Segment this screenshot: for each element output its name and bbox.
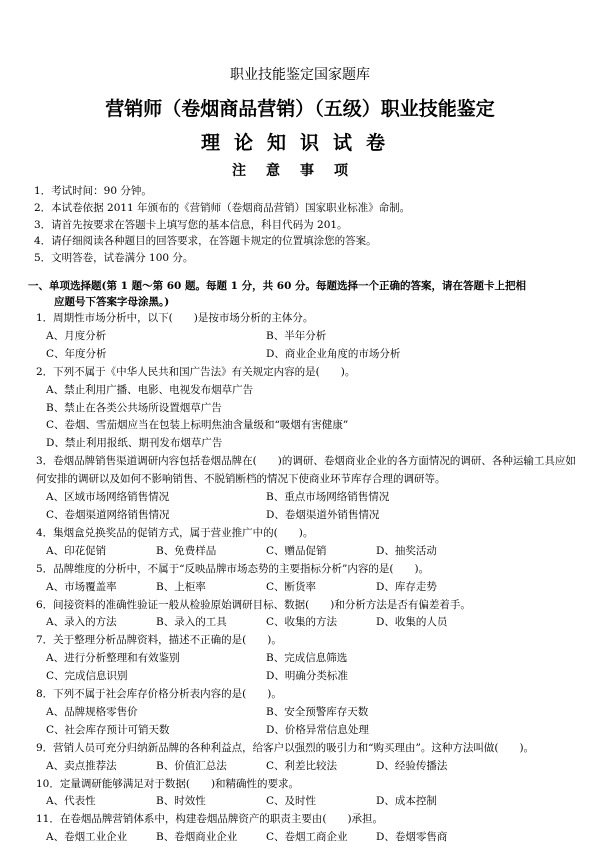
answer-option-row [46,722,576,740]
notice-item: 4．请仔细阅读各种题目的回答要求，在答题卡规定的位置填涂您的答案。 [34,235,377,248]
notice-item: 1．考试时间：90 分钟。 [34,185,152,197]
answer-option: B、禁止在各类公共场所设置烟草广告 [46,401,222,414]
answer-option: D、抽奖活动 [376,544,437,557]
answer-option: C、收集的方法 [266,616,338,629]
answer-option: C、利差比较法 [266,759,338,772]
answer-option: D、成本控制 [376,795,437,808]
question-stem: 6．间接资料的准确性验证一般从检验原始调研目标、数据( )和分析方法是否有偏差着手。 [36,598,471,611]
answer-option-row [46,793,576,811]
answer-option: C、卷烟工商企业 [266,831,348,844]
answer-option: B、安全预警库存天数 [266,705,369,718]
notice-list [34,183,574,267]
answer-option: A、市场覆盖率 [46,580,117,593]
notice-item: 3．请首先按要求在答题卡上填写您的基本信息，科目代码为 201。 [34,218,348,231]
answer-option-row [46,704,576,722]
question-stem: 4．集烟盒兑换奖品的促销方式，属于营业推广中的( )。 [36,526,314,539]
section-heading-line: 应题号下答案字母涂黑。) [54,296,170,308]
answer-option: D、禁止利用报纸、期刊发布烟草广告 [46,437,223,450]
answer-option: C、卷烟、雪茄烟应当在包装上标明焦油含量级和“吸烟有害健康” [46,419,349,432]
answer-option: A、月度分析 [46,329,107,342]
answer-option-row [46,346,576,364]
answer-option: A、卷烟工业企业 [46,831,128,844]
answer-option-row [46,829,576,847]
answer-option: C、社会库存预计可销天数 [46,723,170,736]
answer-option-row [46,543,576,561]
question-stem: 8．下列不属于社会库存价格分析表内容的是( )。 [36,688,282,701]
answer-option-row [46,668,576,686]
answer-option: B、半年分析 [266,329,327,342]
answer-option: D、卷烟渠道外销售情况 [266,508,380,521]
answer-option: C、赠品促销 [266,544,327,557]
answer-option: B、免费样品 [156,544,217,557]
notice-item: 5．文明答卷，试卷满分 100 分。 [34,252,194,265]
question-stem: 5．品牌维度的分析中，不属于“反映品牌市场态势的主要指标分析”内容的是( )。 [36,562,430,575]
question-stem: 10．定量调研能够满足对于数据( )和精确性的要求。 [36,777,300,790]
question-bank-title: 职业技能鉴定国家题库 [230,67,370,83]
exam-subtitle: 理论知识试卷 [200,132,399,154]
answer-option: B、录入的工具 [156,616,227,629]
answer-option: B、完成信息筛选 [266,652,348,665]
answer-option: D、明确分类标准 [266,670,348,683]
answer-option-row [46,328,576,346]
answer-option: A、区域市场网络销售情况 [46,491,170,504]
section-heading [28,278,578,310]
answer-option: B、重点市场网络销售情况 [266,491,390,504]
answer-option: C、断货率 [266,580,317,593]
answer-option: C、及时性 [266,795,317,808]
question-stem: 9．营销人员可充分归纳新品牌的各种利益点，给客户以强烈的吸引力和“购买理由”。这种方法叫做( )。 [36,741,535,754]
answer-option: D、价格异常信息处理 [266,723,369,736]
answer-option: D、商业企业角度的市场分析 [266,347,401,360]
question-stem: 11．在卷烟品牌营销体系中，构建卷烟品牌资产的职责主要由( )承担。 [36,813,384,826]
question-stem: 7．关于整理分析品牌资料，描述不正确的是( )。 [36,634,282,647]
question-stem: 3．卷烟品牌销售渠道调研内容包括卷烟品牌在( )的调研、卷烟商业企业的各方面情况的调研、各种运输工具应如何安排的调研以及如何不影响销售、不脱销断档的情况下使商业环节库存合理的调研等。 [36,455,576,486]
answer-option-row [46,507,576,525]
answer-option: A、录入的方法 [46,616,117,629]
answer-option: A、品牌规格零售价 [46,705,138,718]
answer-option: A、卖点推荐法 [46,759,117,772]
answer-option: B、时效性 [156,795,206,808]
answer-option-row [46,650,576,668]
answer-option: B、卷烟商业企业 [156,831,238,844]
answer-option: A、印花促销 [46,544,107,557]
answer-option: D、库存走势 [376,580,437,593]
question-stem: 1．周期性市场分析中，以下( )是按市场分析的主体分。 [36,312,314,324]
section-heading-line: 一、单项选择题(第 1 题～第 60 题。每题 1 分，共 60 分。每题选择一个正确的答案，请在答题卡上把相 [28,280,527,292]
question-list [36,310,576,847]
answer-option: B、价值汇总法 [156,759,227,772]
exam-title: 营销师（卷烟商品营销）（五级）职业技能鉴定 [105,98,495,120]
answer-option: D、卷烟零售商 [376,831,448,844]
answer-option-row [46,614,576,632]
answer-option: A、进行分析整理和有效鉴别 [46,652,180,665]
notice-item: 2．本试卷依据 2011 年颁布的《营销师（卷烟商品营销）国家职业标准》命制。 [34,201,411,214]
answer-option-row [46,579,576,597]
answer-option: C、年度分析 [46,347,107,360]
answer-option-row [46,758,576,776]
answer-option: D、收集的人员 [376,616,448,629]
answer-option: C、卷烟渠道网络销售情况 [46,508,170,521]
answer-option: C、完成信息识别 [46,670,128,683]
answer-option: A、代表性 [46,795,96,808]
answer-option-row [46,489,576,507]
answer-option: B、上柜率 [156,580,206,593]
notice-heading: 注意事项 [232,163,368,179]
answer-option: D、经验传播法 [376,759,448,772]
question-stem: 2．下列不属于《中华人民共和国广告法》有关规定内容的是( )。 [36,365,356,378]
answer-option: A、禁止利用广播、电影、电视发布烟草广告 [46,383,254,396]
